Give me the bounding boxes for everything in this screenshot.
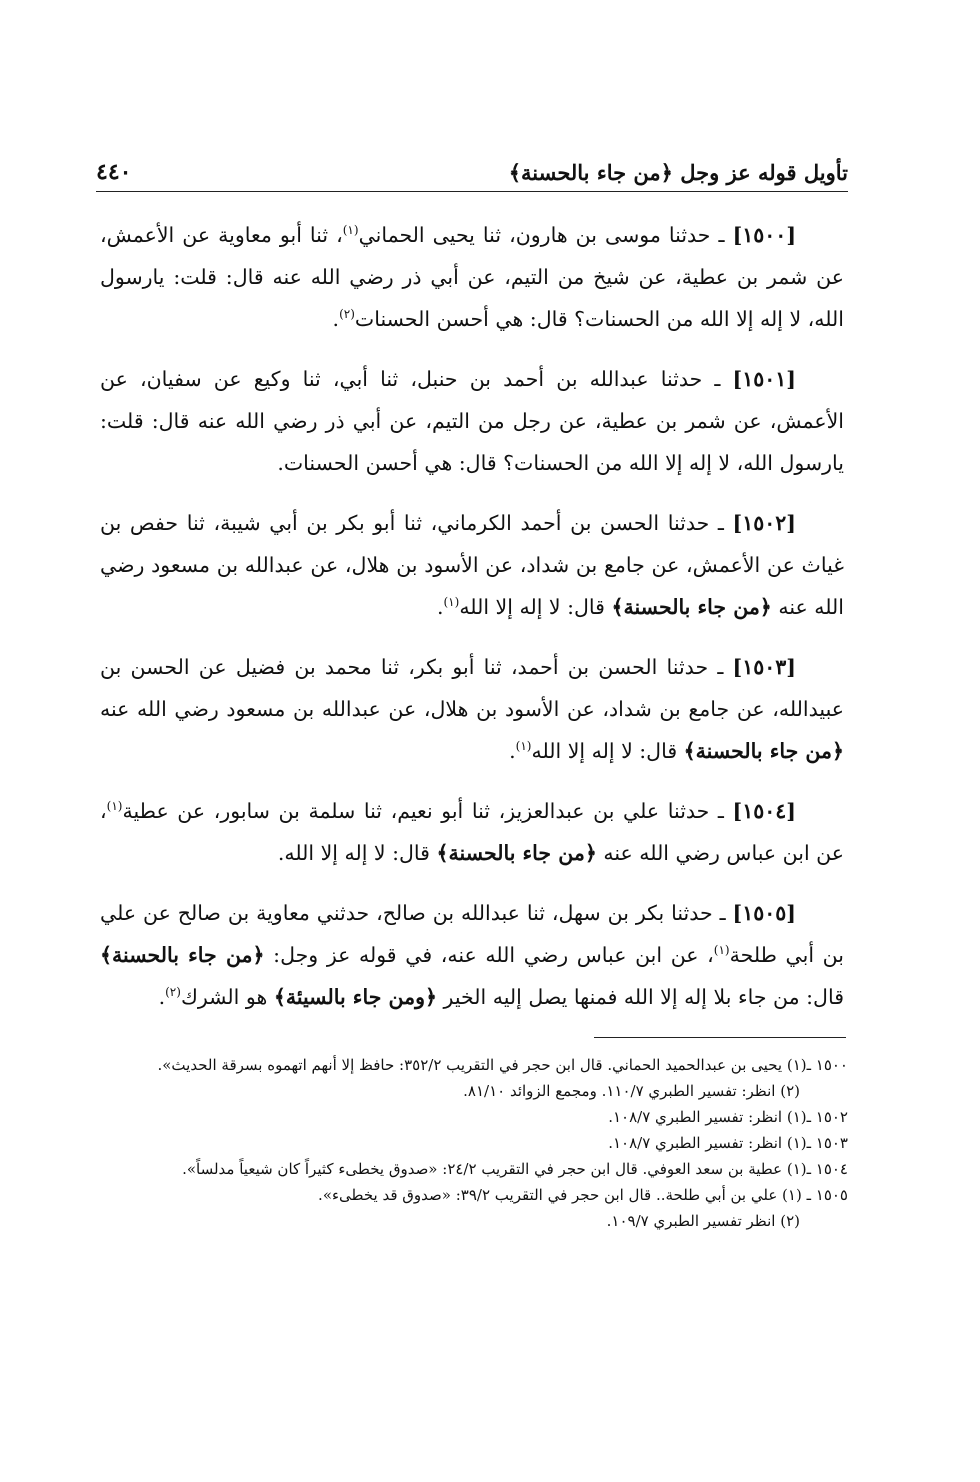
- entry-text: .: [509, 739, 516, 763]
- entry-number: [١٥٠٤]: [732, 799, 796, 823]
- footnote-1505-2: (٢) انظر تفسير الطبري ١٠٩/٧.: [606, 1212, 800, 1230]
- footnote-ref: (١): [106, 799, 123, 814]
- footnote-1500-2: (٢) انظر: تفسير الطبري ١١٠/٧. ومجمع الزوائد ٨١/١٠.: [463, 1082, 800, 1100]
- hadith-entry-1502: [100, 502, 844, 628]
- footnote-1504-1: ١٥٠٤ ـ(١) عطية بن سعد العوفي. قال ابن حجر في التقريب ٢٤/٢: «صدوق يخطىء كثيراً كان شيعياً مدلساً».: [182, 1160, 848, 1178]
- footnote-ref: (١): [443, 595, 460, 610]
- entry-text: ـ حدثنا الحسن بن أحمد الكرماني، ثنا أبو بكر بن أبي شيبة، ثنا حفص بن غياث عن الأعمش، عن جامع بن شداد، عن الأسود بن هلال، عن عبدالله بن مسعود رضي الله عنه: [100, 511, 844, 619]
- quran-quote: ﴿من جاء بالحسنة﴾: [436, 841, 597, 865]
- hadith-entry-1505: [100, 892, 844, 1018]
- footnote-1503-1: ١٥٠٣ ـ(١) انظر: تفسير الطبري ١٠٨/٧.: [608, 1134, 848, 1152]
- entry-number: [١٥٠٢]: [732, 511, 796, 535]
- entry-text: ـ حدثنا موسى بن هارون، ثنا يحيى الحماني: [358, 223, 733, 247]
- entry-text: ، عن ابن عباس رضي الله عنه: [100, 799, 844, 865]
- entry-text: قال: من جاء بلا إله إلا الله فمنها يصل إليه الخير: [437, 985, 844, 1009]
- entry-number: [١٥٠٥]: [732, 901, 796, 925]
- footnote-1502-1: ١٥٠٢ ـ(١) انظر: تفسير الطبري ١٠٨/٧.: [608, 1108, 848, 1126]
- entry-text: قال: لا إله إلا الله: [459, 595, 612, 619]
- entry-text: قال: لا إله إلا الله: [531, 739, 684, 763]
- entry-text: قال: لا إله إلا الله.: [277, 841, 437, 865]
- footnote-ref: (١): [515, 739, 532, 754]
- footnote-1505-1: ١٥٠٥ ـ (١) علي بن أبي طلحة.. قال ابن حجر في التقريب ٣٩/٢: «صدوق قد يخطىء».: [318, 1186, 848, 1204]
- entry-text: ، عن ابن عباس رضي الله عنه، في قوله عز وجل:: [264, 943, 714, 967]
- footnote-1500-1: ١٥٠٠ ـ(١) يحيى بن عبدالحميد الحماني. قال ابن حجر في التقريب ٣٥٢/٢: حافظ إلا أنهم اتهموه بسرقة الحديث».: [157, 1056, 848, 1074]
- footnote-ref: (٢): [339, 307, 355, 322]
- entry-text: هو الشرك: [180, 985, 274, 1009]
- main-text: [100, 214, 844, 1036]
- entry-number: [١٥٠٠]: [732, 223, 797, 247]
- entry-text: .: [332, 307, 340, 331]
- quran-quote: ﴿ومن جاء بالسيئة﴾: [273, 985, 438, 1009]
- footnotes: [100, 1052, 848, 1234]
- hadith-entry-1504: [100, 790, 844, 874]
- quran-quote: ﴿من جاء بالحسنة﴾: [100, 943, 265, 967]
- hadith-entry-1501: [100, 358, 844, 484]
- footnote-ref: (١): [342, 223, 359, 238]
- entry-text: ـ حدثنا عبدالله بن أحمد بن حنبل، ثنا أبي، ثنا وكيع عن سفيان، عن الأعمش، عن شمر بن عطية، عن رجل من التيم، عن أبي ذر رضي الله عنه قال: قلت: يارسول الله، لا إله إلا الله من الحسنات؟ قال: هي أحسن الحسنات.: [100, 367, 844, 475]
- entry-text: ـ حدثنا علي بن عبدالعزيز، ثنا أبو نعيم، ثنا سلمة بن سابور، عن عطية: [122, 799, 733, 823]
- page-number: ٤٤٠: [96, 159, 132, 185]
- footnote-ref: (٢): [165, 985, 181, 1000]
- quran-quote: ﴿من جاء بالحسنة﴾: [611, 595, 772, 619]
- footnote-divider: [594, 1037, 846, 1038]
- entry-number: [١٥٠٣]: [732, 655, 796, 679]
- entry-text: ، ثنا أبو معاوية عن الأعمش، عن شمر بن عطية، عن شيخ من التيم، عن أبي ذر رضي الله عنه قال: قلت: يارسول الله، لا إله إلا الله من الحسنات؟ قال: هي أحسن الحسنات: [100, 223, 844, 331]
- running-title: تأويل قوله عز وجل ﴿من جاء بالحسنة﴾: [508, 160, 848, 185]
- entry-text: .: [436, 595, 444, 619]
- page-header: [96, 148, 848, 192]
- entry-text: ـ حدثنا بكر بن سهل، ثنا عبدالله بن صالح، حدثني معاوية بن صالح عن علي بن أبي طلحة: [100, 901, 844, 967]
- quran-quote: ﴿من جاء بالحسنة﴾: [683, 739, 844, 763]
- entry-text: .: [158, 985, 166, 1009]
- hadith-entry-1500: [100, 214, 844, 340]
- hadith-entry-1503: [100, 646, 844, 772]
- footnote-ref: (١): [713, 943, 730, 958]
- entry-number: [١٥٠١]: [732, 367, 796, 391]
- entry-text: ـ حدثنا الحسن بن أحمد، ثنا أبو بكر، ثنا محمد بن فضيل عن الحسن بن عبيدالله، عن جامع بن شداد، عن الأسود بن هلال، عن عبدالله بن مسعود رضي الله عنه: [100, 655, 844, 721]
